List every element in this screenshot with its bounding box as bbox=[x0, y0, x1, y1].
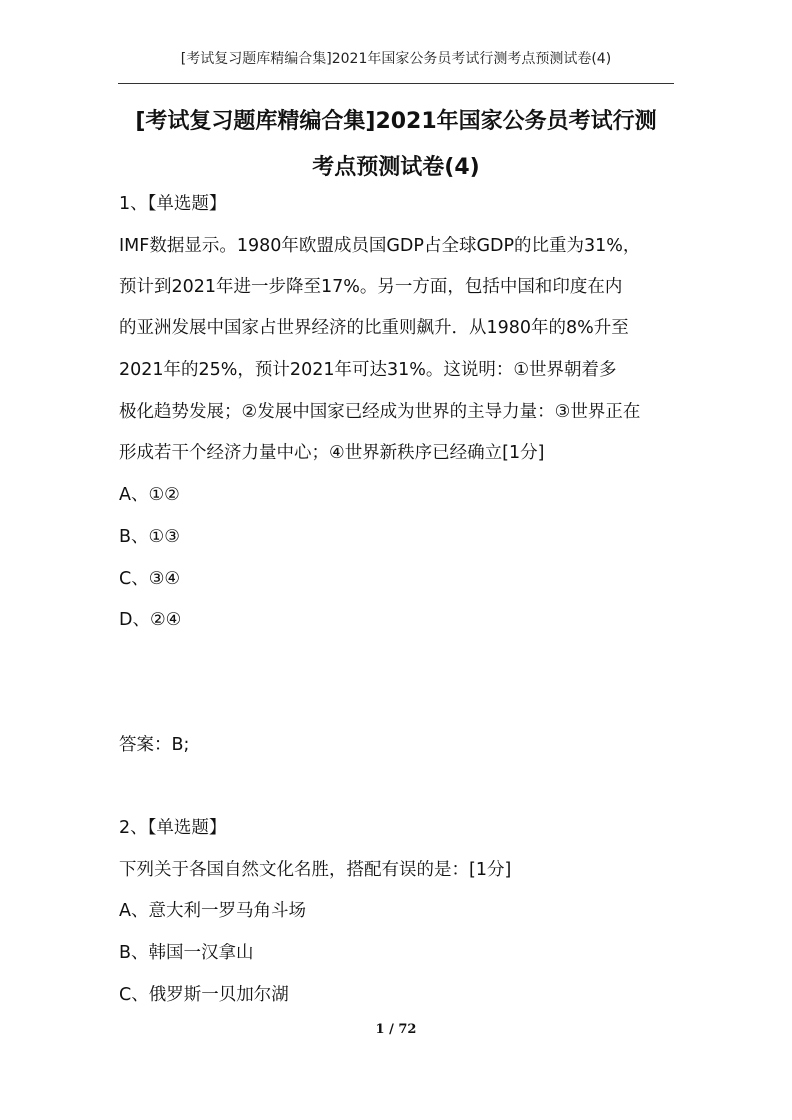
question-2-stem: 下列关于各国自然文化名胜，搭配有误的是：[1分] bbox=[119, 860, 512, 880]
question-1-answer: 答案：B; bbox=[119, 735, 190, 755]
running-header: [考试复习题库精编合集]2021年国家公务员考试行测考点预测试卷(4) bbox=[180, 51, 612, 67]
question-1-label: 1、【单选题】 bbox=[119, 194, 227, 214]
question-1-stem-line: IMF数据显示。1980年欧盟成员国GDP占全球GDP的比重为31%， bbox=[119, 236, 641, 256]
question-1-stem-line: 预计到2021年进一步降至17%。另一方面，包括中国和印度在内 bbox=[119, 277, 623, 297]
question-2-option-a: A、意大利一罗马角斗场 bbox=[119, 901, 306, 921]
document-title-line-2: 考点预测试卷(4) bbox=[312, 155, 480, 180]
question-2-option-c: C、俄罗斯一贝加尔湖 bbox=[119, 985, 289, 1005]
question-2-label: 2、【单选题】 bbox=[119, 818, 227, 838]
question-1-option-b: B、①③ bbox=[119, 527, 180, 547]
question-1-stem-line: 形成若干个经济力量中心；④世界新秩序已经确立[1分] bbox=[119, 443, 545, 463]
question-1-option-d: D、②④ bbox=[119, 610, 182, 630]
header-divider bbox=[118, 83, 674, 84]
document-title-line-1: [考试复习题库精编合集]2021年国家公务员考试行测 bbox=[135, 109, 657, 134]
question-1-stem-line: 2021年的25%，预计2021年可达31%。这说明：①世界朝着多 bbox=[119, 360, 617, 380]
question-1-stem-line: 的亚洲发展中国家占世界经济的比重则飙升．从1980年的8%升至 bbox=[119, 318, 629, 338]
question-1-option-c: C、③④ bbox=[119, 569, 181, 589]
page-number: 1 / 72 bbox=[375, 1022, 417, 1037]
question-2-option-b: B、韩国一汉拿山 bbox=[119, 943, 254, 963]
question-1-option-a: A、①② bbox=[119, 485, 180, 505]
question-1-stem-line: 极化趋势发展；②发展中国家已经成为世界的主导力量：③世界正在 bbox=[119, 402, 641, 422]
